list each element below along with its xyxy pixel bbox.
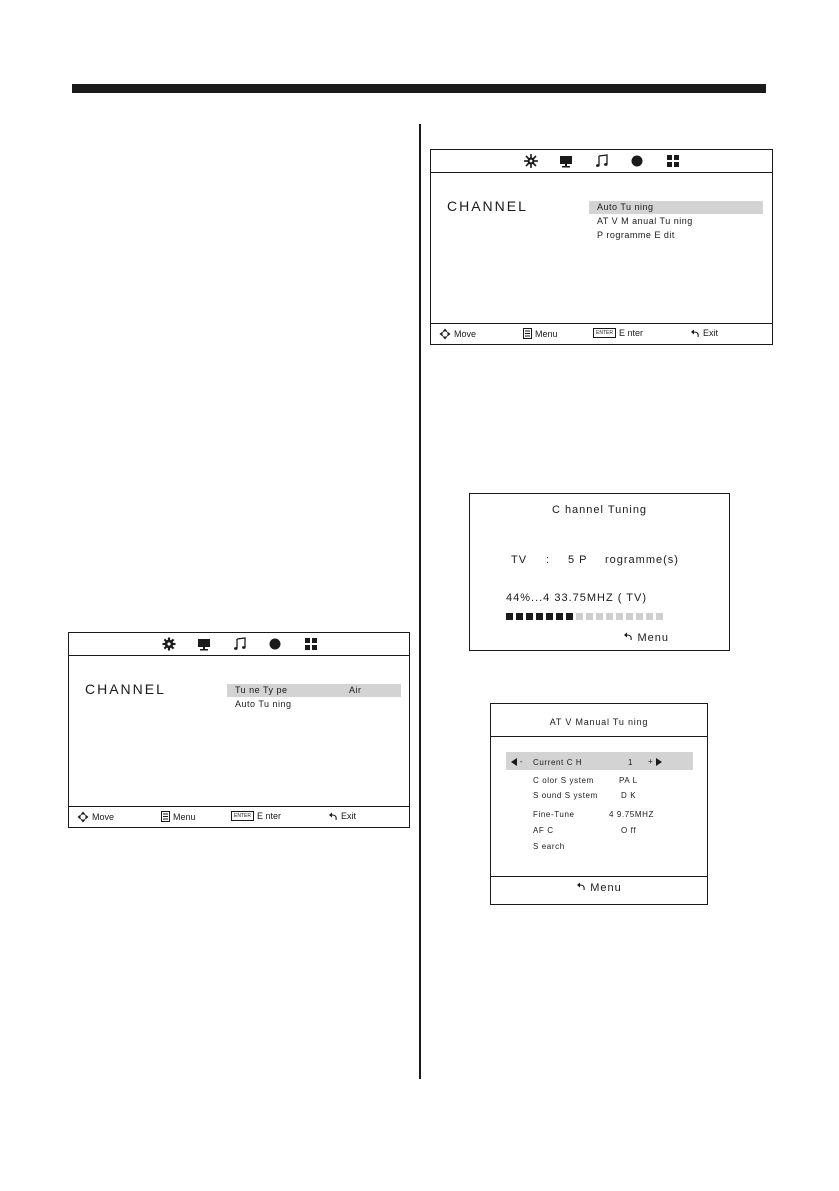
monitor-icon[interactable] xyxy=(558,153,574,169)
atv-row-color-system-value: PA L xyxy=(619,776,638,785)
progress-segment-empty xyxy=(576,613,583,620)
progress-segment-filled xyxy=(536,613,543,620)
current-ch-minus: - xyxy=(519,757,524,766)
menu-footer xyxy=(431,323,772,344)
menu-item-label: Tu ne Ty pe xyxy=(235,685,288,695)
return-arrow-icon xyxy=(576,882,586,891)
circle-icon[interactable] xyxy=(267,636,283,652)
channel-tuning-title: C hannel Tuning xyxy=(551,504,648,516)
menu-item-tune-type[interactable] xyxy=(227,684,401,697)
atv-row-sound-system-value: D K xyxy=(621,791,637,800)
grid-icon[interactable] xyxy=(665,153,681,169)
return-arrow-icon xyxy=(328,812,338,821)
progress-segment-filled xyxy=(516,613,523,620)
return-arrow-icon xyxy=(690,329,700,338)
menu-item-auto-tuning[interactable] xyxy=(589,201,763,214)
atv-row-current-ch-value: 1 xyxy=(628,758,634,767)
progress-segment-empty xyxy=(636,613,643,620)
current-ch-right-arrow[interactable] xyxy=(648,757,662,766)
progress-segment-empty xyxy=(586,613,593,620)
atv-row-fine-tune-value: 4 9.75MHZ xyxy=(609,810,654,819)
grid-icon[interactable] xyxy=(303,636,319,652)
progress-segment-empty xyxy=(626,613,633,620)
channel-tuning-dialog xyxy=(469,493,730,651)
header-rule xyxy=(72,84,766,93)
current-ch-plus: + xyxy=(648,757,654,766)
menu-item-programme-edit[interactable] xyxy=(589,229,763,242)
footer-menu xyxy=(523,328,558,339)
footer-menu-label: Menu xyxy=(173,811,196,822)
footer-move-label: Move xyxy=(92,812,115,822)
current-ch-left-arrow[interactable] xyxy=(511,757,523,766)
footer-move-label: Move xyxy=(454,329,477,339)
tv-label: TV xyxy=(511,554,528,566)
footer-enter xyxy=(593,328,643,338)
footer-exit-label: Exit xyxy=(341,811,357,821)
atv-manual-tuning-dialog xyxy=(490,703,708,905)
menu-item-atv-manual-tuning[interactable] xyxy=(589,215,763,228)
music-note-icon[interactable] xyxy=(232,636,248,652)
tuning-menu-label: Menu xyxy=(637,632,669,644)
atv-row-color-system-label[interactable]: C olor S ystem xyxy=(533,776,594,785)
menu-item-label: AT V M anual Tu ning xyxy=(597,216,693,226)
channel-menu-screen-top xyxy=(430,149,773,345)
progress-segment-filled xyxy=(566,613,573,620)
footer-exit xyxy=(328,811,356,821)
footer-menu xyxy=(161,811,196,822)
enter-key-icon: ENTER xyxy=(593,328,616,338)
atv-row-afc-value: O ff xyxy=(621,826,637,835)
progress-segment-filled xyxy=(526,613,533,620)
atv-row-current-ch-label[interactable]: Current C H xyxy=(533,758,583,767)
menu-doc-icon xyxy=(523,328,532,339)
atv-divider-top xyxy=(491,736,707,737)
programme-count: 5 P xyxy=(568,554,588,566)
footer-move xyxy=(439,328,476,340)
progress-segment-filled xyxy=(506,613,513,620)
tuning-menu-back[interactable] xyxy=(623,632,669,644)
atv-menu-back[interactable] xyxy=(491,882,707,894)
programme-count-suffix: rogramme(s) xyxy=(605,554,679,566)
menu-item-label: Auto Tu ning xyxy=(235,699,292,709)
right-arrow-icon xyxy=(656,758,662,766)
menu-footer xyxy=(69,806,409,827)
menu-item-auto-tuning[interactable] xyxy=(227,698,401,711)
menu-item-label: P rogramme E dit xyxy=(597,230,675,240)
atv-row-search-label[interactable]: S earch xyxy=(533,842,565,851)
menu-icon-row xyxy=(69,633,409,656)
move-arrows-icon xyxy=(439,328,451,340)
progress-segment-empty xyxy=(656,613,663,620)
music-note-icon[interactable] xyxy=(594,153,610,169)
monitor-icon[interactable] xyxy=(196,636,212,652)
tv-colon: : xyxy=(546,554,551,566)
atv-divider-bottom xyxy=(491,876,707,877)
progress-segment-empty xyxy=(616,613,623,620)
footer-exit-label: Exit xyxy=(703,328,719,338)
menu-item-value: Air xyxy=(349,685,362,695)
column-divider xyxy=(419,124,421,1079)
menu-doc-icon xyxy=(161,811,170,822)
menu-item-label: Auto Tu ning xyxy=(597,202,654,212)
enter-key-icon: ENTER xyxy=(231,811,254,821)
channel-menu-screen-bottom xyxy=(68,632,410,828)
atv-row-sound-system-label[interactable]: S ound S ystem xyxy=(533,791,598,800)
footer-enter-label: E nter xyxy=(618,328,643,338)
tuning-progress-text: 44%...4 33.75MHZ ( TV) xyxy=(506,592,648,604)
progress-segment-filled xyxy=(546,613,553,620)
atv-title: AT V Manual Tu ning xyxy=(549,717,649,727)
footer-exit xyxy=(690,328,718,338)
atv-row-fine-tune-label[interactable]: Fine-Tune xyxy=(533,810,575,819)
left-arrow-icon xyxy=(511,758,517,766)
footer-enter-label: E nter xyxy=(256,811,281,821)
progress-segment-empty xyxy=(596,613,603,620)
progress-segment-filled xyxy=(556,613,563,620)
footer-move xyxy=(77,811,114,823)
move-arrows-icon xyxy=(77,811,89,823)
circle-icon[interactable] xyxy=(629,153,645,169)
menu-title: CHANNEL xyxy=(447,198,528,214)
gear-icon[interactable] xyxy=(523,153,539,169)
menu-icon-row xyxy=(431,150,772,173)
footer-menu-label: Menu xyxy=(535,328,558,339)
atv-row-afc-label[interactable]: AF C xyxy=(533,826,554,835)
progress-segment-empty xyxy=(606,613,613,620)
atv-menu-label: Menu xyxy=(590,882,622,894)
footer-enter xyxy=(231,811,281,821)
progress-segment-empty xyxy=(646,613,653,620)
gear-icon[interactable] xyxy=(161,636,177,652)
return-arrow-icon xyxy=(623,632,633,641)
menu-title: CHANNEL xyxy=(85,681,166,697)
